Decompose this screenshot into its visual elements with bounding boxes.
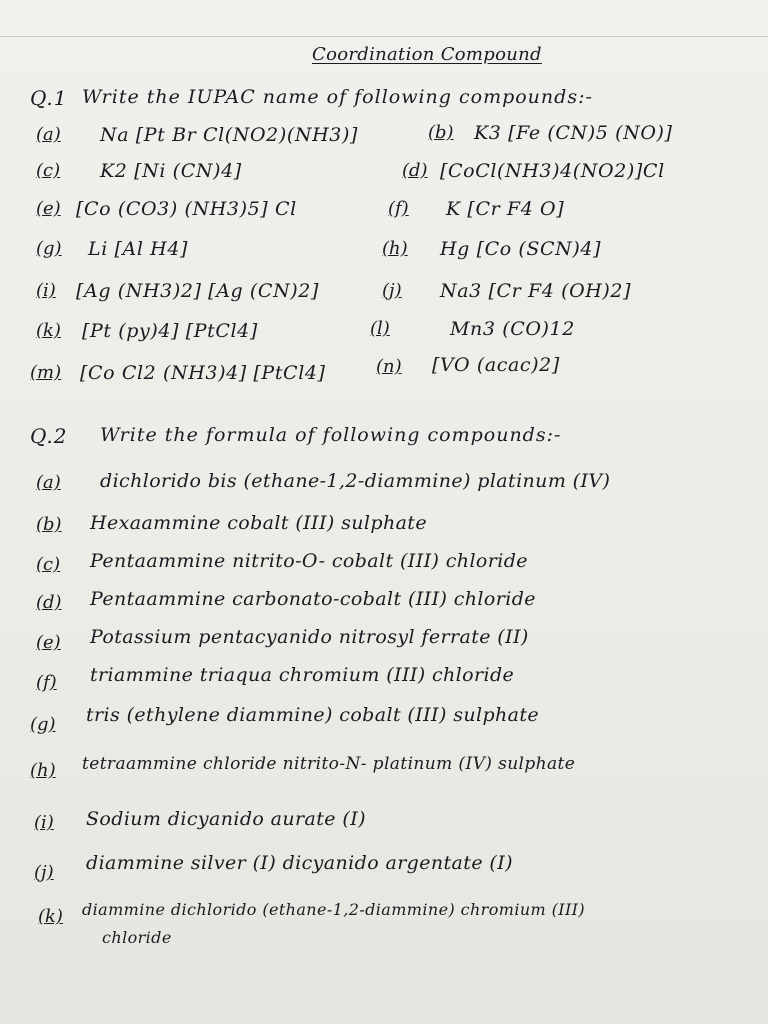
q2-item-name: triammine triaqua chromium (III) chloride <box>90 664 515 686</box>
q1-item-label: (a) <box>36 124 61 145</box>
q1-item-label: (e) <box>36 198 61 219</box>
q2-item-label: (g) <box>30 714 56 735</box>
q2-item-name: Pentaammine nitrito-O- cobalt (III) chloride <box>90 550 528 572</box>
q2-item-label: (d) <box>36 592 62 613</box>
q2-number: Q.2 <box>30 424 68 448</box>
q1-item-label: (f) <box>388 198 409 219</box>
q2-item-name: diammine silver (I) dicyanido argentate (I) <box>86 852 513 874</box>
q2-item-label: (e) <box>36 632 61 653</box>
q1-item-label: (i) <box>36 280 56 301</box>
q1-item-formula: [Co (CO3) (NH3)5] Cl <box>76 198 297 220</box>
q1-item-formula: [Pt (py)4] [PtCl4] <box>82 320 258 342</box>
q2-item-label: (j) <box>34 862 54 883</box>
q1-item-formula: Hg [Co (SCN)4] <box>440 238 602 260</box>
q1-item-label: (c) <box>36 160 61 181</box>
q2-item-label: (h) <box>30 760 56 781</box>
q2-item-name: tetraammine chloride nitrito-N- platinum (IV) sulphate <box>82 754 576 774</box>
q1-item-formula: Na3 [Cr F4 (OH)2] <box>440 280 632 302</box>
q2-item-name-continuation: chloride <box>102 928 172 947</box>
q1-item-formula: [VO (acac)2] <box>432 354 560 376</box>
q1-item-formula: Li [Al H4] <box>88 238 189 260</box>
q1-item-label: (d) <box>402 160 428 181</box>
q1-number: Q.1 <box>30 86 68 110</box>
q2-item-name: Potassium pentacyanido nitrosyl ferrate (II) <box>90 626 529 648</box>
q2-prompt: Write the formula of following compounds:- <box>100 424 562 446</box>
q2-item-name: dichlorido bis (ethane-1,2-diammine) platinum (IV) <box>100 470 611 492</box>
q2-item-label: (k) <box>38 906 63 927</box>
q1-item-label: (k) <box>36 320 61 341</box>
q1-item-label: (n) <box>376 356 402 377</box>
q2-item-name: diammine dichlorido (ethane-1,2-diammine) chromium (III) <box>82 900 586 919</box>
page-title: Coordination Compound <box>312 44 542 65</box>
q2-item-name: Hexaammine cobalt (III) sulphate <box>90 512 427 534</box>
q2-item-name: tris (ethylene diammine) cobalt (III) sulphate <box>86 704 540 726</box>
q1-item-formula: K2 [Ni (CN)4] <box>100 160 242 182</box>
q1-item-formula: K [Cr F4 O] <box>446 198 565 220</box>
q2-item-label: (b) <box>36 514 62 535</box>
q2-item-name: Sodium dicyanido aurate (I) <box>86 808 366 830</box>
q1-item-label: (g) <box>36 238 62 259</box>
q2-item-name: Pentaammine carbonato-cobalt (III) chloride <box>90 588 536 610</box>
page-rule-line <box>0 36 768 37</box>
q1-item-formula: [Co Cl2 (NH3)4] [PtCl4] <box>80 362 326 384</box>
q1-item-formula: [CoCl(NH3)4(NO2)]Cl <box>440 160 665 182</box>
q1-item-formula: Na [Pt Br Cl(NO2)(NH3)] <box>100 124 358 146</box>
q2-item-label: (i) <box>34 812 54 833</box>
q1-item-formula: Mn3 (CO)12 <box>450 318 575 340</box>
q1-item-label: (j) <box>382 280 402 301</box>
q1-item-label: (l) <box>370 318 390 339</box>
q1-item-formula: [Ag (NH3)2] [Ag (CN)2] <box>76 280 320 302</box>
q1-prompt: Write the IUPAC name of following compounds:- <box>82 86 593 108</box>
q2-item-label: (a) <box>36 472 61 493</box>
q1-item-label: (b) <box>428 122 454 143</box>
q2-item-label: (c) <box>36 554 61 575</box>
q1-item-label: (m) <box>30 362 62 383</box>
q1-item-formula: K3 [Fe (CN)5 (NO)] <box>474 122 673 144</box>
q1-item-label: (h) <box>382 238 408 259</box>
q2-item-label: (f) <box>36 672 57 693</box>
